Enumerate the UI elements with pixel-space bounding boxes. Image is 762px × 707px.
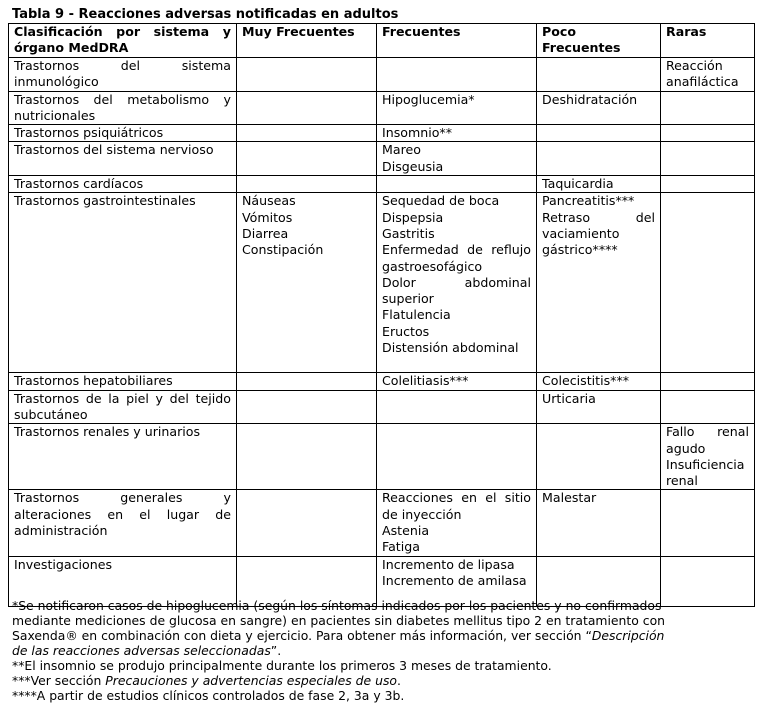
table-row bbox=[9, 176, 755, 193]
soc-label: Trastornos hepatobiliares bbox=[14, 373, 173, 389]
reaction-term: Astenia bbox=[382, 523, 430, 539]
cell-poco bbox=[537, 125, 661, 142]
soc-label: Trastornos psiquiátricos bbox=[14, 125, 164, 141]
reaction-term: Hipoglucemia* bbox=[382, 91, 475, 107]
cell-muy bbox=[237, 91, 377, 125]
cell-frec bbox=[377, 373, 537, 390]
reaction-term: Vómitos bbox=[242, 209, 293, 225]
reaction-term: Insuficiencia renal bbox=[666, 456, 745, 489]
adverse-reactions-table bbox=[8, 23, 755, 607]
header-poco-frecuentes: Poco Frecuentes bbox=[537, 24, 661, 58]
footnote-3-italic: Precauciones y advertencias especiales de uso bbox=[105, 673, 397, 688]
cell-poco bbox=[537, 176, 661, 193]
cell-poco bbox=[537, 193, 661, 373]
table-header-row bbox=[9, 24, 755, 58]
cell-muy bbox=[237, 58, 377, 92]
cell-frec bbox=[377, 390, 537, 424]
cell-raras bbox=[661, 424, 755, 490]
reaction-term: Colelitiasis*** bbox=[382, 373, 469, 389]
cell-soc bbox=[9, 424, 237, 490]
reaction-term: Náuseas bbox=[242, 193, 296, 209]
footnote-3-text: ***Ver sección bbox=[12, 673, 106, 688]
cell-raras bbox=[661, 390, 755, 424]
reaction-term: Taquicardia bbox=[542, 176, 614, 192]
table-row bbox=[9, 91, 755, 125]
cell-poco bbox=[537, 490, 661, 556]
cell-muy bbox=[237, 424, 377, 490]
footnote-1 bbox=[12, 598, 672, 658]
reaction-term: Reacciones en el sitio de inyección bbox=[382, 490, 531, 522]
reaction-term: Incremento de lipasa bbox=[382, 556, 515, 572]
reaction-term: Pancreatitis*** bbox=[542, 193, 635, 209]
cell-soc bbox=[9, 193, 237, 373]
cell-muy bbox=[237, 390, 377, 424]
cell-frec bbox=[377, 424, 537, 490]
cell-poco bbox=[537, 142, 661, 176]
table-caption: Tabla 9 - Reacciones adversas notificadas en adultos bbox=[12, 7, 399, 22]
table-row bbox=[9, 58, 755, 92]
reaction-term: Fatiga bbox=[382, 539, 420, 555]
reaction-term: Disgeusia bbox=[382, 158, 444, 174]
cell-raras bbox=[661, 556, 755, 606]
reaction-term: Fallo renal agudo bbox=[666, 424, 749, 456]
cell-soc bbox=[9, 373, 237, 390]
cell-poco bbox=[537, 424, 661, 490]
reaction-term: Dolor abdominal superior bbox=[382, 274, 531, 307]
reaction-term: Mareo bbox=[382, 142, 421, 158]
cell-raras bbox=[661, 373, 755, 390]
table-row bbox=[9, 390, 755, 424]
soc-label: Trastornos cardíacos bbox=[14, 176, 144, 192]
footnotes bbox=[12, 598, 672, 703]
cell-soc bbox=[9, 390, 237, 424]
reaction-term: Enfermedad de reflujo gastroesofágico bbox=[382, 242, 531, 274]
footnote-2: **El insomnio se produjo principalmente durante los primeros 3 meses de tratamiento. bbox=[12, 658, 552, 673]
reaction-term: Reacción anafiláctica bbox=[666, 58, 739, 90]
reaction-term: Diarrea bbox=[242, 225, 289, 241]
header-raras: Raras bbox=[661, 24, 755, 58]
soc-label: Trastornos generales y alteraciones en el lugar de administración bbox=[14, 490, 231, 539]
reaction-term: Retraso del vaciamiento gástrico**** bbox=[542, 209, 655, 258]
table-row bbox=[9, 142, 755, 176]
cell-frec bbox=[377, 125, 537, 142]
cell-poco bbox=[537, 373, 661, 390]
header-frecuentes: Frecuentes bbox=[377, 24, 537, 58]
footnote-4: ****A partir de estudios clínicos controlados de fase 2, 3a y 3b. bbox=[12, 688, 405, 703]
footnote-1-italic: Descripción de las reacciones adversas seleccionadas bbox=[12, 628, 665, 658]
table-row bbox=[9, 125, 755, 142]
footnote-3-end: . bbox=[396, 673, 401, 688]
cell-soc bbox=[9, 91, 237, 125]
reaction-term: Flatulencia bbox=[382, 307, 451, 323]
cell-muy bbox=[237, 490, 377, 556]
footnote-1-end: ”. bbox=[270, 643, 282, 658]
table-row bbox=[9, 424, 755, 490]
soc-label: Trastornos de la piel y del tejido subcutáneo bbox=[14, 390, 231, 422]
cell-poco bbox=[537, 390, 661, 424]
cell-raras bbox=[661, 142, 755, 176]
cell-raras bbox=[661, 91, 755, 125]
reaction-term: Sequedad de boca bbox=[382, 193, 500, 209]
reaction-term: Dispepsia bbox=[382, 209, 444, 225]
soc-label: Investigaciones bbox=[14, 556, 113, 572]
cell-soc bbox=[9, 490, 237, 556]
table-row bbox=[9, 193, 755, 373]
cell-frec bbox=[377, 91, 537, 125]
cell-raras bbox=[661, 490, 755, 556]
cell-frec bbox=[377, 58, 537, 92]
cell-frec bbox=[377, 193, 537, 373]
cell-soc bbox=[9, 176, 237, 193]
cell-poco bbox=[537, 91, 661, 125]
cell-muy bbox=[237, 176, 377, 193]
reaction-term: Deshidratación bbox=[542, 91, 638, 107]
reaction-term: Gastritis bbox=[382, 225, 435, 241]
cell-soc bbox=[9, 142, 237, 176]
soc-label: Trastornos gastrointestinales bbox=[14, 193, 196, 209]
soc-label: Trastornos renales y urinarios bbox=[14, 424, 201, 440]
cell-muy bbox=[237, 142, 377, 176]
cell-frec bbox=[377, 490, 537, 556]
reaction-term: Insomnio** bbox=[382, 125, 453, 141]
reaction-term: Incremento de amilasa bbox=[382, 572, 527, 588]
table-row bbox=[9, 490, 755, 556]
cell-soc bbox=[9, 58, 237, 92]
reaction-term: Constipación bbox=[242, 242, 324, 258]
cell-raras bbox=[661, 58, 755, 92]
cell-poco bbox=[537, 58, 661, 92]
cell-raras bbox=[661, 125, 755, 142]
reaction-term: Urticaria bbox=[542, 390, 596, 406]
soc-label: Trastornos del sistema nervioso bbox=[14, 142, 214, 158]
header-soc: Clasificación por sistema y órgano MedDRA bbox=[9, 24, 237, 58]
soc-label: Trastornos del metabolismo y nutricionales bbox=[14, 91, 231, 123]
cell-frec bbox=[377, 142, 537, 176]
reaction-term: Malestar bbox=[542, 490, 597, 506]
footnote-1-text: *Se notificaron casos de hipoglucemia (según los síntomas indicados por los pacientes y no confirmados mediante mediciones de glucosa en sangre) en pacientes sin diabetes mellitus tipo 2 en tratamiento con Saxenda® en combinación con dieta y ejercicio. Para obtener más información, ver sección “ bbox=[12, 598, 666, 643]
footnote-3 bbox=[12, 673, 672, 688]
table-row bbox=[9, 373, 755, 390]
cell-muy bbox=[237, 373, 377, 390]
cell-soc bbox=[9, 125, 237, 142]
cell-frec bbox=[377, 176, 537, 193]
soc-label: Trastornos del sistema inmunológico bbox=[14, 58, 231, 90]
cell-muy bbox=[237, 193, 377, 373]
reaction-term: Eructos bbox=[382, 323, 430, 339]
cell-raras bbox=[661, 193, 755, 373]
cell-raras bbox=[661, 176, 755, 193]
header-muy-frecuentes: Muy Frecuentes bbox=[237, 24, 377, 58]
reaction-term: Colecistitis*** bbox=[542, 373, 630, 389]
reaction-term: Distensión abdominal bbox=[382, 340, 519, 356]
cell-muy bbox=[237, 125, 377, 142]
